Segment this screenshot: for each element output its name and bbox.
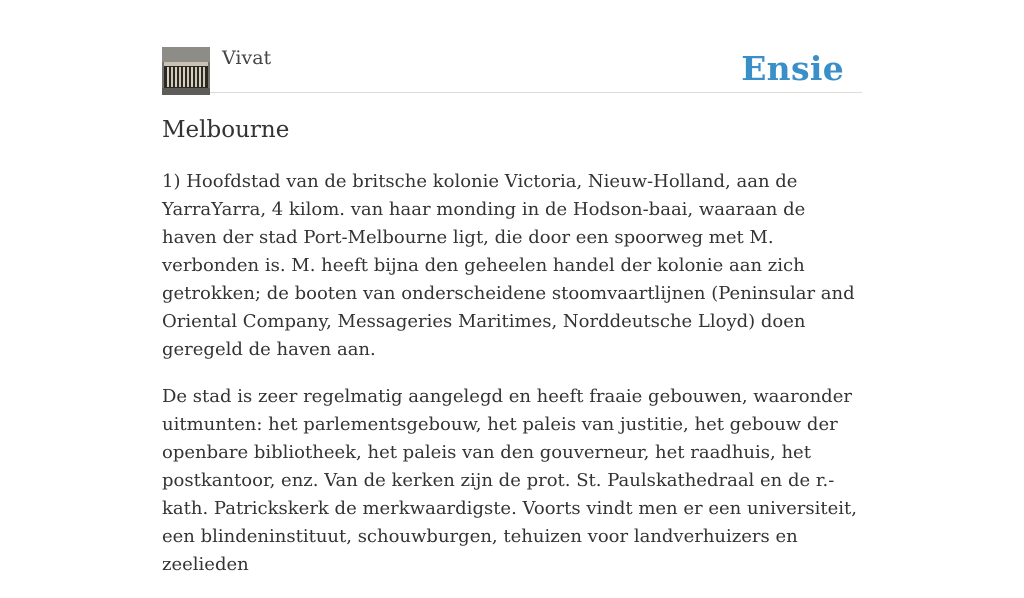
header (162, 46, 862, 93)
author-name[interactable]: Vivat (222, 47, 272, 69)
book-spines-avatar-icon (162, 47, 210, 95)
author-avatar[interactable] (162, 47, 210, 95)
article-body (162, 168, 862, 598)
article-paragraph: De stad is zeer regelmatig aangelegd en heeft fraaie gebouwen, waaronder uitmunten: het parlementsgebouw, het paleis van justitie, het gebouw der openbare bibliotheek, het paleis van den gouverneur, het raadhuis, het postkantoor, enz. Van de kerken zijn de prot. St. Paulskathedraal en de r.-kath. Patrickskerk de merkwaardigste. Voorts vindt men er een universiteit, een blindeninstituut, schouwburgen, tehuizen voor landverhuizers en zeelieden (162, 386, 857, 575)
site-logo[interactable]: Ensie (741, 49, 844, 88)
article-title: Melbourne (162, 117, 290, 143)
article-paragraph: 1) Hoofdstad van de britsche kolonie Victoria, Nieuw-Holland, aan de YarraYarra, 4 kilom. van haar monding in de Hodson-baai, waaraan de haven der stad Port-Melbourne ligt, die door een spoorweg met M. verbonden is. M. heeft bijna den geheelen handel der kolonie aan zich getrokken; de booten van onderscheidene stoomvaartlijnen (Peninsular and Oriental Company, Messageries Maritimes, Norddeutsche Lloyd) doen geregeld de haven aan. (162, 171, 855, 360)
